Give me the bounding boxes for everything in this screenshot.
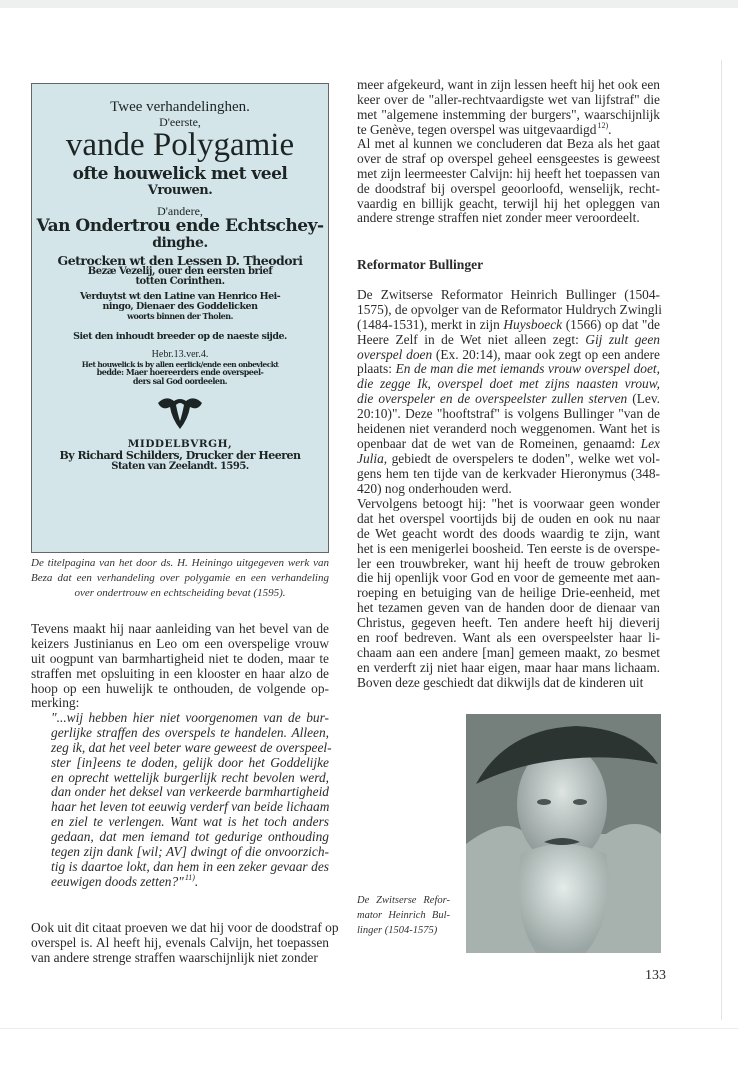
- text-line: de Wet geacht wordt des doods waardig te zijn, want: [357, 525, 660, 541]
- tp-line: Siet den inhoudt breeder op de naeste sijde.: [73, 331, 287, 343]
- scan-edge: [0, 0, 738, 8]
- tp-line: ders sal God oordeelen.: [132, 375, 228, 386]
- tp-line: D'andere,: [157, 204, 203, 219]
- text-line: overspel doen (Ex. 20:14), maar ook zegt op een andere: [357, 346, 660, 362]
- tp-line: Vrouwen.: [147, 182, 213, 198]
- text-line: Al met al kunnen we concluderen dat Beza als het gaat: [357, 136, 660, 151]
- tp-line: Hebr.13.ver.4.: [151, 349, 209, 361]
- text-line: (1484-1531), merkt in zijn Huysboeck (1566) op dat "de: [357, 316, 660, 332]
- title-page-facsimile: [31, 83, 329, 553]
- text-line: andere strenge straffen niet zonder meer veroordeelt.: [357, 210, 640, 226]
- right-para-2: [357, 137, 660, 226]
- text-line: de doodstraf bij overspel geoorloofd, wenselijk, recht-: [357, 180, 660, 196]
- text-line: en ziel te verlengen. Want wat is het toch anders: [51, 814, 329, 830]
- text-line: met "algemene instemming der burgers", waarschijnlijk: [357, 106, 660, 122]
- tp-line: Van Ondertrou ende Echtschey-: [36, 216, 324, 237]
- tp-line: dinghe.: [152, 234, 208, 251]
- text-line: tegen zijn dank [wil; AV] dwingt of die onvoorzich-: [51, 844, 329, 860]
- footnote-ref: 12): [597, 121, 609, 131]
- tp-line: Staten van Zeelandt. 1595.: [111, 460, 249, 472]
- left-para-1: [31, 622, 329, 711]
- text-line: merking:: [31, 695, 80, 711]
- scan-edge-line: [721, 60, 722, 1020]
- tp-line: vande Polygamie: [65, 127, 295, 164]
- text-line: Heere Zelf in de Wet niet alleen zegt: Gij zult geen: [357, 331, 660, 347]
- text-line: roeping en betuiging van de heilige Drie-eenheid, met: [357, 585, 660, 601]
- text-line: uit oogpunt van barmhartigheid niet te doden, maar te: [31, 650, 329, 666]
- tp-line: D'eerste,: [159, 114, 201, 129]
- caption-line: linger (1504-1575): [357, 924, 438, 936]
- text-line: en verderft zij niet haar eigen, maar haar mans lichaam.: [357, 659, 660, 675]
- text-line: keizers Justinianus en Leo om een overspelige vrouw: [31, 635, 329, 651]
- section-heading: Reformator Bullinger: [357, 257, 484, 272]
- tp-line: ningo, Dienaer des Goddelicken: [102, 300, 258, 312]
- text-line: plaats: En de man die met iemands vrouw overspel doet,: [357, 361, 660, 377]
- bullinger-portrait: [466, 714, 661, 953]
- text-line: hoop op een huwelijk te onthouden, de volgende op-: [31, 680, 329, 696]
- tp-line: By Richard Schilders, Drucker der Heeren: [59, 449, 301, 463]
- text-line: Christus, gegeven heeft. Ten andere heeft hij dieverij: [357, 615, 660, 631]
- tp-line: woorts binnen der Tholen.: [127, 310, 233, 321]
- text-line: gedaan, dat men iemand tot gedurige onthouding: [51, 829, 329, 845]
- text-line: die hij openlijk voor God en voor de gemeente met aan-: [357, 570, 660, 586]
- text-line: tig is daartoe lokt, dan hem in een zeker gevaar des: [51, 858, 329, 874]
- text-line: die zegge Ik, overspel doet met zijns naasten vrouw,: [357, 376, 660, 392]
- text-line: "...wij hebben hier niet voorgenomen van de bur-: [51, 710, 329, 725]
- text-line: gerlijke straffen des overspels te handelen. Alleen,: [51, 724, 329, 740]
- left-para-2: [31, 920, 339, 966]
- text-line: ster [in]eens te doden, gelijk door het Goddelijke: [51, 754, 329, 770]
- footnote-ref: 11): [184, 873, 195, 883]
- scan-edge-line: [0, 1028, 738, 1029]
- text-line: Boven deze geschiedt dat dikwijls dat de kinderen uit: [357, 674, 644, 690]
- tp-line: Verduytst wt den Latine van Henrico Hei-: [79, 290, 281, 302]
- tp-line: Getrocken wt den Lessen D. Theodori: [57, 252, 303, 268]
- text-line: het is een menigerlei boosheid. Ten eerste is de overspe-: [357, 540, 660, 556]
- text-line: vaardig en billijk geacht, terwijl hij het opleggen van: [357, 195, 660, 211]
- text-line: Ook uit dit citaat proeven we dat hij voor de doodstraf op: [31, 920, 339, 935]
- portrait-caption: [357, 895, 450, 940]
- text-line: eeuwigen doods zetten?"$^{11)}$.: [51, 873, 199, 889]
- text-line: van andere strenge straffen waarschijnlijk niet zonder: [31, 949, 318, 965]
- portrait-engraving-icon: [466, 714, 661, 953]
- text-line: 420) nog onderhouden werd.: [357, 480, 512, 496]
- text-line: meer afgekeurd, want in zijn lessen heeft hij het ook een: [357, 77, 660, 92]
- text-line: dat het overspel voortijds bij de ouden en ook nu naar: [357, 510, 660, 526]
- text-line: met zijn leermeester Calvijn: hij heeft het toepassen van: [357, 165, 660, 181]
- caption-line: De titelpagina van het door ds. H. Heiningo uitgegeven werk van: [31, 557, 329, 569]
- text-line: zeg ik, dat het veel beter ware geweest de overspeel-: [51, 739, 332, 755]
- tp-line: MIDDELBVRGH,: [127, 438, 233, 451]
- page-number: 133: [645, 968, 666, 983]
- tp-line: totten Corinthen.: [135, 276, 225, 288]
- right-para-4: [357, 497, 660, 691]
- text-line: en oprecht wettelijk burgerlijk recht bevolen werd,: [51, 769, 329, 785]
- right-para-1: [357, 78, 660, 138]
- text-line: Vervolgens betoogt hij: "het is voorwaar geen wonder: [357, 496, 660, 511]
- caption-line: mator Heinrich Bul-: [357, 909, 450, 921]
- text-line: overspel is. Al heeft hij, evenals Calvijn, het toepassen: [31, 934, 329, 950]
- right-para-3: [357, 288, 660, 496]
- text-line: straffen met opsluiting in een klooster en haar alzo de: [31, 665, 329, 681]
- text-line: die overspeler en de overspeelster zullen sterven (Lev.: [357, 391, 660, 407]
- text-line: haar het leven tot eeuwig verderf van beide lichaam: [51, 799, 330, 815]
- text-line: 20:10)". Deze "hooftstraf" is volgens Bullinger "van de: [357, 406, 660, 422]
- text-line: dan onder het deksel van verkeerde barmhartigheid: [51, 784, 329, 800]
- text-line: keer over de "aller-rechtvaardigste wet van lijfstraf" die: [357, 91, 660, 107]
- text-line: 1575), de opvolger van de Reformator Huldrych Zwingli: [357, 301, 662, 317]
- tp-line: Bezæ Vezelij, ouer den eersten brief: [87, 265, 273, 277]
- printers-ornament-icon: [154, 395, 206, 431]
- caption-line: Beza dat een verhandeling over polygamie en een verhandeling: [31, 571, 329, 584]
- text-line: te Genève, tegen overspel was uitgevaardigd$^{12)}$.: [357, 121, 612, 137]
- tp-line: Het houwelick is by allen eerlick/ende een onbevleckt: [81, 359, 279, 369]
- text-line: Julia, gebiedt de overspelers te doden", welke wet vol-: [357, 450, 660, 466]
- text-line: over de straf op overspel geheel eensgeestes is geweest: [357, 150, 660, 166]
- text-line: en roof bedreven. Want als een overspeelster haar li-: [357, 630, 660, 646]
- text-line: het tezamen geven van de handen door de dienaar van: [357, 600, 660, 616]
- caption-line: over ondertrouw en echtscheiding bevat (1595).: [74, 586, 286, 599]
- tp-line: ofte houwelick met veel: [72, 163, 288, 184]
- text-line: ler een trouwbreker, want hij heeft de trouw gebroken: [357, 555, 660, 571]
- text-line: Tevens maakt hij naar aanleiding van het bevel van de: [31, 621, 329, 636]
- title-page-caption: [31, 557, 329, 602]
- text-line: openbaar dat de wet van de Romeinen, genaamd: Lex: [357, 435, 660, 451]
- block-quote: [51, 710, 332, 890]
- text-line: gens hem ten tijde van de kerkvader Hieronymus (348-: [357, 465, 660, 481]
- text-line: chaam aan een andere [man] gemeen maakt, zo besmet: [357, 644, 660, 660]
- caption-line: De Zwitserse Refor-: [357, 895, 450, 906]
- tp-line: bedde: Maer hoereerders ende overspeel-: [96, 367, 264, 378]
- text-line: heidenen niet veranderd noch weggenomen. Want het is: [357, 421, 660, 437]
- tp-line: Twee verhandelinghen.: [110, 99, 250, 115]
- text-line: De Zwitserse Reformator Heinrich Bullinger (1504-: [357, 287, 660, 302]
